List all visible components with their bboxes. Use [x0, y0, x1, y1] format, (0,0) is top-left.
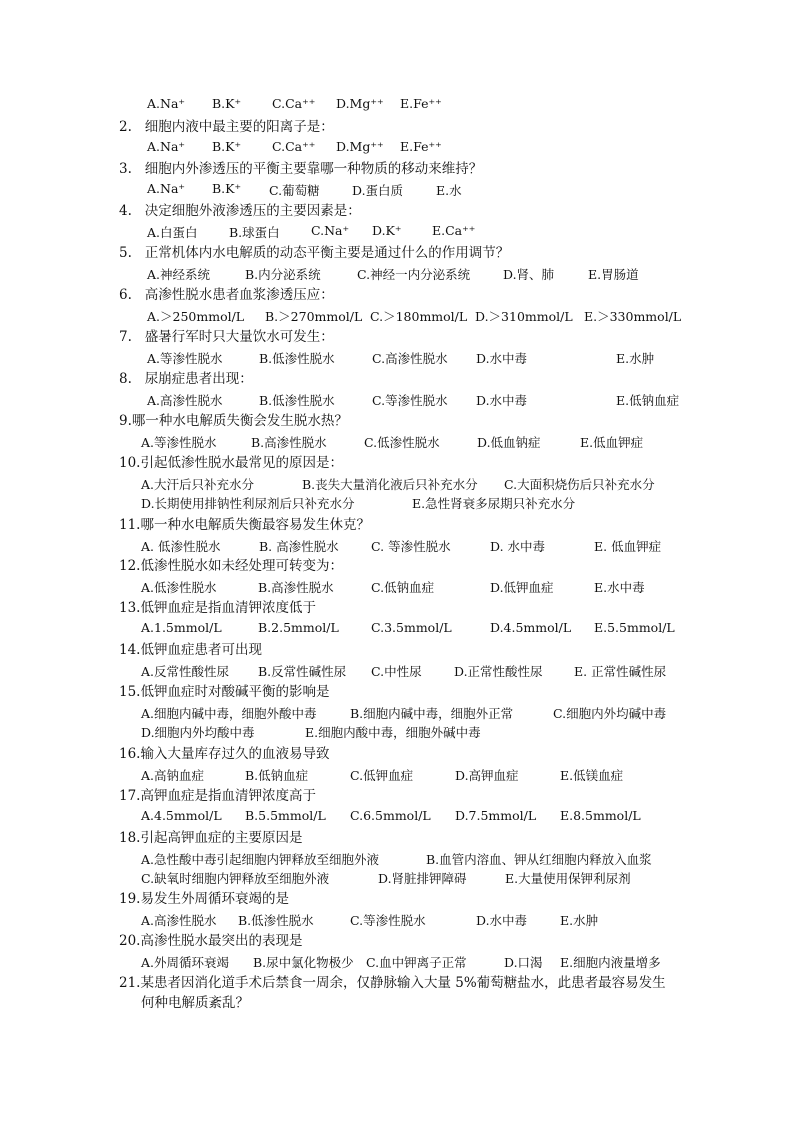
answer-option: B. 高渗性脱水: [259, 539, 339, 554]
answer-option: A.1.5mmol/L: [141, 620, 222, 635]
answer-option: E.水: [436, 183, 462, 198]
answer-option: E.水肿: [616, 351, 655, 366]
answer-option: C.缺氧时细胞内钾释放至细胞外液: [141, 871, 330, 886]
answer-option: C.Na⁺: [311, 223, 350, 238]
answer-option: D.4.5mmol/L: [490, 620, 572, 635]
answer-option: A.高钠血症: [141, 768, 205, 783]
answer-option: B.K⁺: [212, 139, 242, 154]
answer-option: C.中性尿: [371, 664, 422, 679]
answer-option: D.肾脏排钾障碍: [378, 871, 467, 886]
answer-option: D.水中毒: [476, 913, 528, 928]
answer-option: E.胃肠道: [588, 267, 639, 282]
answer-option: E.大量使用保钾利尿剂: [505, 871, 631, 886]
answer-option: A.4.5mmol/L: [141, 808, 222, 823]
answer-option: B.低渗性脱水: [238, 913, 314, 928]
answer-option: B.K⁺: [212, 96, 242, 111]
answer-option: E.细胞内液量增多: [560, 955, 661, 970]
answer-option: A.急性酸中毒引起细胞内钾释放至细胞外液: [141, 852, 380, 867]
answer-option: D.口渴: [504, 955, 543, 970]
answer-option: B.＞270mmol/L: [265, 309, 363, 324]
answer-option: E.5.5mmol/L: [594, 620, 675, 635]
answer-option: E.Ca⁺⁺: [432, 223, 476, 238]
question-stem: 何种电解质紊乱？: [141, 995, 249, 1011]
answer-option: B.细胞内碱中毒，细胞外正常: [350, 706, 514, 721]
answer-option: C. 等渗性脱水: [371, 539, 451, 554]
question-stem: 18.引起高钾血症的主要原因是: [119, 830, 303, 846]
question-stem: 14.低钾血症患者可出现: [119, 642, 262, 658]
question-stem: 12.低渗性脱水如未经处理可转变为：: [119, 558, 343, 574]
answer-option: C.低渗性脱水: [364, 435, 440, 450]
answer-option: D. 水中毒: [490, 539, 546, 554]
answer-option: B.丧失大量消化液后只补充水分: [302, 477, 478, 492]
answer-option: D.水中毒: [476, 351, 528, 366]
answer-option: A.大汗后只补充水分: [141, 477, 255, 492]
answer-option: C.3.5mmol/L: [371, 620, 452, 635]
answer-option: B.低钠血症: [245, 768, 309, 783]
question-stem: 9.哪一种水电解质失衡会发生脱水热？: [119, 413, 348, 429]
answer-option: A.等渗性脱水: [147, 351, 223, 366]
answer-option: D.水中毒: [476, 393, 528, 408]
question-stem: 3. 细胞内外渗透压的平衡主要靠哪一种物质的移动来维持？: [119, 161, 483, 177]
answer-option: A.细胞内碱中毒，细胞外酸中毒: [141, 706, 317, 721]
answer-option: A.白蛋白: [147, 225, 198, 240]
answer-option: E.细胞内酸中毒，细胞外碱中毒: [305, 725, 481, 740]
question-stem: 16.输入大量库存过久的血液易导致: [119, 746, 330, 762]
answer-option: A.低渗性脱水: [141, 580, 217, 595]
answer-option: A.反常性酸性尿: [141, 664, 230, 679]
question-stem: 5. 正常机体内水电解质的动态平衡主要是通过什么的作用调节？: [119, 245, 510, 261]
answer-option: C.等渗性脱水: [372, 393, 448, 408]
answer-option: B.低渗性脱水: [259, 351, 335, 366]
answer-option: B.球蛋白: [229, 225, 280, 240]
answer-option: A.Na⁺: [147, 181, 185, 196]
answer-option: D.＞310mmol/L: [475, 309, 573, 324]
answer-option: D.Mg⁺⁺: [336, 139, 384, 154]
answer-option: A.Na⁺: [147, 139, 185, 154]
answer-option: C.葡萄糖: [269, 183, 320, 198]
question-stem: 20.高渗性脱水最突出的表现是: [119, 933, 303, 949]
answer-option: B.反常性碱性尿: [258, 664, 347, 679]
question-stem: 17.高钾血症是指血清钾浓度高于: [119, 788, 316, 804]
answer-option: E.急性肾衰多尿期只补充水分: [412, 496, 576, 511]
answer-option: E.＞330mmol/L: [584, 309, 682, 324]
answer-option: E. 低血钾症: [594, 539, 662, 554]
answer-option: A.＞250mmol/L: [147, 309, 245, 324]
question-stem: 19.易发生外周循环衰竭的是: [119, 891, 289, 907]
question-stem: 13.低钾血症是指血清钾浓度低于: [119, 600, 316, 616]
answer-option: C.神经一内分泌系统: [357, 267, 471, 282]
answer-option: B.内分泌系统: [245, 267, 321, 282]
question-stem: 7. 盛暑行军时只大量饮水可发生：: [119, 329, 334, 345]
answer-option: E.低镁血症: [560, 768, 624, 783]
answer-option: D.蛋白质: [352, 183, 404, 198]
answer-option: C.细胞内外均碱中毒: [553, 706, 667, 721]
answer-option: D.高钾血症: [455, 768, 519, 783]
answer-option: C.＞180mmol/L: [370, 309, 468, 324]
answer-option: C.Ca⁺⁺: [272, 139, 316, 154]
answer-option: E. 正常性碱性尿: [574, 664, 667, 679]
answer-option: C.血中钾离子正常: [366, 955, 467, 970]
answer-option: E.Fe⁺⁺: [400, 139, 442, 154]
question-stem: 10.引起低渗性脱水最常见的原因是：: [119, 455, 343, 471]
answer-option: B.尿中氯化物极少: [253, 955, 354, 970]
answer-option: A.等渗性脱水: [141, 435, 217, 450]
answer-option: D.长期使用排钠性利尿剂后只补充水分: [141, 496, 355, 511]
question-stem: 2. 细胞内液中最主要的阳离子是：: [119, 119, 334, 135]
answer-option: C.等渗性脱水: [350, 913, 426, 928]
answer-option: E.低钠血症: [616, 393, 680, 408]
answer-option: E.8.5mmol/L: [560, 808, 641, 823]
answer-option: B.2.5mmol/L: [258, 620, 339, 635]
answer-option: B.高渗性脱水: [258, 580, 334, 595]
answer-option: D.Mg⁺⁺: [336, 96, 384, 111]
question-stem: 6. 高渗性脱水患者血浆渗透压应：: [119, 287, 334, 303]
answer-option: C.低钾血症: [350, 768, 414, 783]
question-stem: 8. 尿崩症患者出现：: [119, 371, 253, 387]
answer-option: A.高渗性脱水: [141, 913, 217, 928]
answer-option: A.高渗性脱水: [147, 393, 223, 408]
answer-option: D.K⁺: [372, 223, 402, 238]
answer-option: D.低钾血症: [490, 580, 554, 595]
answer-option: A. 低渗性脱水: [141, 539, 221, 554]
question-stem: 21.某患者因消化道手术后禁食一周余，仅静脉输入大量 5%葡萄糖盐水，此患者最容易发生: [119, 975, 666, 991]
answer-option: E.水中毒: [594, 580, 645, 595]
answer-option: C.低钠血症: [371, 580, 435, 595]
answer-option: D.低血钠症: [477, 435, 541, 450]
question-stem: 11.哪一种水电解质失衡最容易发生休克？: [119, 517, 370, 533]
answer-option: D.正常性酸性尿: [454, 664, 543, 679]
answer-option: B.K⁺: [212, 181, 242, 196]
answer-option: C.Ca⁺⁺: [272, 96, 316, 111]
answer-option: E.水肿: [560, 913, 599, 928]
answer-option: D.细胞内外均酸中毒: [141, 725, 255, 740]
answer-option: C.高渗性脱水: [372, 351, 448, 366]
answer-option: B.高渗性脱水: [251, 435, 327, 450]
question-stem: 4. 决定细胞外液渗透压的主要因素是：: [119, 203, 361, 219]
answer-option: D.7.5mmol/L: [455, 808, 537, 823]
answer-option: A.Na⁺: [147, 96, 185, 111]
answer-option: A.神经系统: [147, 267, 211, 282]
answer-option: C.6.5mmol/L: [350, 808, 431, 823]
answer-option: B.5.5mmol/L: [245, 808, 326, 823]
answer-option: A.外周循环衰竭: [141, 955, 230, 970]
answer-option: E.Fe⁺⁺: [400, 96, 442, 111]
answer-option: E.低血钾症: [580, 435, 644, 450]
answer-option: B.血管内溶血、钾从红细胞内释放入血浆: [426, 852, 652, 867]
question-stem: 15.低钾血症时对酸碱平衡的影响是: [119, 684, 330, 700]
answer-option: C.大面积烧伤后只补充水分: [504, 477, 655, 492]
answer-option: D.肾、肺: [503, 267, 555, 282]
answer-option: B.低渗性脱水: [259, 393, 335, 408]
